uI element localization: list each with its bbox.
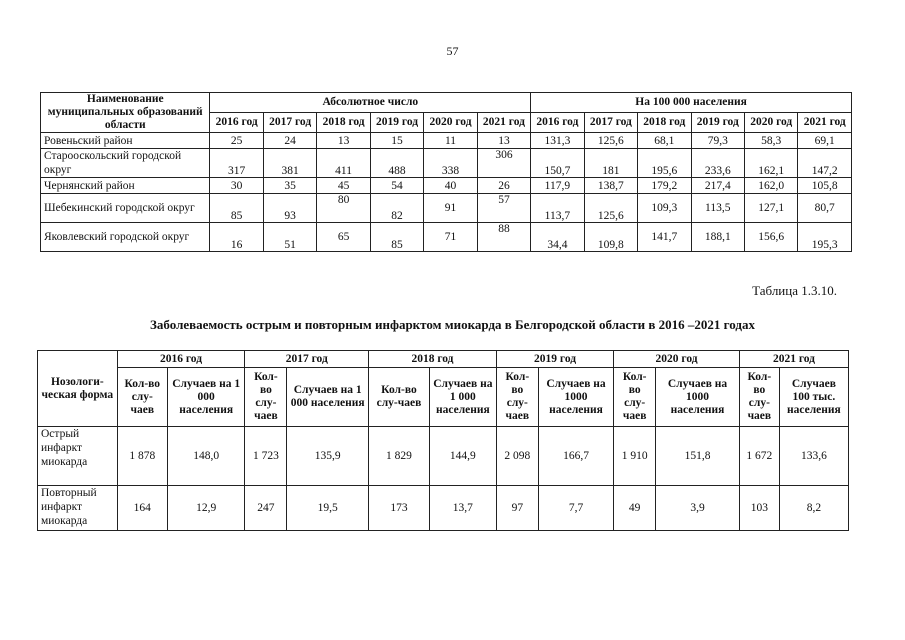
table-cell: 54 (370, 178, 423, 194)
table-cell: 2 098 (496, 427, 538, 486)
page-number: 57 (446, 44, 459, 58)
cases-rate-header: Случаев на 1000 населения (538, 368, 613, 427)
table-cell: 162,0 (744, 178, 797, 194)
cases-count-header: Кол-во слу-чаев (739, 368, 779, 427)
table-cell: 188,1 (691, 223, 744, 252)
year-header: 2016 год (210, 113, 263, 133)
table-cell: 13,7 (429, 486, 496, 531)
year-header: 2018 год (369, 351, 497, 368)
table-cell: 195,6 (638, 149, 691, 178)
cases-rate-header: Случаев 100 тыс. населения (779, 368, 848, 427)
table-cell: 411 (317, 149, 370, 178)
table-cell: 85 (210, 194, 263, 223)
table-cell: 1 829 (369, 427, 430, 486)
year-header: 2019 год (691, 113, 744, 133)
year-header: 2017 год (263, 113, 316, 133)
year-header: 2020 год (614, 351, 740, 368)
table-cell: 68,1 (638, 133, 691, 149)
table-caption: Таблица 1.3.10. (752, 283, 837, 298)
table-cell: 49 (614, 486, 656, 531)
cases-rate-header: Случаев на 1 000 населения (429, 368, 496, 427)
table-cell: 80,7 (798, 194, 852, 223)
table-cell: 24 (263, 133, 316, 149)
year-header: 2019 год (496, 351, 613, 368)
table-cell: 82 (370, 194, 423, 223)
table-cell: 13 (317, 133, 370, 149)
table-cell: 317 (210, 149, 263, 178)
table-cell: 40 (424, 178, 477, 194)
table-cell: 217,4 (691, 178, 744, 194)
table-cell: 58,3 (744, 133, 797, 149)
table-cell: 162,1 (744, 149, 797, 178)
table-cell: 25 (210, 133, 263, 149)
nosological-form-name: Острый инфаркт миокарда (38, 427, 118, 486)
year-header: 2018 год (638, 113, 691, 133)
table-cell: 19,5 (287, 486, 369, 531)
table-cell: 15 (370, 133, 423, 149)
year-header: 2020 год (424, 113, 477, 133)
cases-count-header: Кол-во слу-чаев (614, 368, 656, 427)
table-cell: 179,2 (638, 178, 691, 194)
table-cell: 150,7 (531, 149, 584, 178)
table-cell: 7,7 (538, 486, 613, 531)
cases-count-header: Кол-во слу-чаев (245, 368, 287, 427)
year-header: 2017 год (584, 113, 637, 133)
table-cell: 338 (424, 149, 477, 178)
table-cell: 57 (477, 194, 530, 223)
table-cell: 11 (424, 133, 477, 149)
year-header: 2016 год (531, 113, 584, 133)
table-row (41, 149, 852, 178)
table-cell: 1 723 (245, 427, 287, 486)
table-cell: 97 (496, 486, 538, 531)
cases-count-header: Кол-во слу-чаев (496, 368, 538, 427)
table-cell: 195,3 (798, 223, 852, 252)
year-header: 2016 год (117, 351, 245, 368)
cases-count-header: Кол-во слу-чаев (369, 368, 430, 427)
municipality-name: Чернянский район (41, 178, 210, 194)
table-cell: 16 (210, 223, 263, 252)
year-header: 2018 год (317, 113, 370, 133)
table-row (41, 223, 852, 252)
absolute-number-header: Абсолютное число (210, 93, 531, 113)
municipality-name: Шебекинский городской округ (41, 194, 210, 223)
table-cell: 247 (245, 486, 287, 531)
table-cell: 103 (739, 486, 779, 531)
table-cell: 166,7 (538, 427, 613, 486)
per-100000-header: На 100 000 населения (531, 93, 852, 113)
year-header: 2021 год (798, 113, 852, 133)
table-cell: 125,6 (584, 194, 637, 223)
nosological-form-name: Повторный инфаркт миокарда (38, 486, 118, 531)
table-cell: 1 672 (739, 427, 779, 486)
table-cell: 151,8 (656, 427, 740, 486)
year-header: 2017 год (245, 351, 369, 368)
table-cell: 91 (424, 194, 477, 223)
table-cell: 173 (369, 486, 430, 531)
table-cell: 79,3 (691, 133, 744, 149)
municipality-name: Ровеньский район (41, 133, 210, 149)
table-cell: 30 (210, 178, 263, 194)
infarction-incidence-table (37, 350, 849, 531)
table-cell: 65 (317, 223, 370, 252)
cases-count-header: Кол-во слу-чаев (117, 368, 167, 427)
nosological-form-header: Нозологи-ческая форма (38, 351, 118, 427)
table-row (41, 133, 852, 149)
table-cell: 1 910 (614, 427, 656, 486)
table-cell: 306 (477, 149, 530, 178)
municipality-name-header: Наименование муниципальных образований области (41, 93, 210, 133)
table-cell: 135,9 (287, 427, 369, 486)
table-cell: 8,2 (779, 486, 848, 531)
table-cell: 147,2 (798, 149, 852, 178)
table-cell: 141,7 (638, 223, 691, 252)
table-cell: 148,0 (167, 427, 245, 486)
table-cell: 113,7 (531, 194, 584, 223)
municipality-name: Яковлевский городской округ (41, 223, 210, 252)
municipality-name: Старооскольский городской округ (41, 149, 210, 178)
year-header: 2020 год (744, 113, 797, 133)
table-title: Заболеваемость острым и повторным инфарктом миокарда в Белгородской области в 2016 –2021 годах (150, 317, 755, 332)
table-cell: 3,9 (656, 486, 740, 531)
cases-rate-header: Случаев на 1 000 населения (167, 368, 245, 427)
year-header: 2021 год (739, 351, 848, 368)
table-cell: 69,1 (798, 133, 852, 149)
table-cell: 233,6 (691, 149, 744, 178)
table-cell: 1 878 (117, 427, 167, 486)
year-header: 2019 год (370, 113, 423, 133)
cases-rate-header: Случаев на 1 000 населения (287, 368, 369, 427)
table-cell: 381 (263, 149, 316, 178)
year-header: 2021 год (477, 113, 530, 133)
table-cell: 105,8 (798, 178, 852, 194)
table-cell: 109,8 (584, 223, 637, 252)
table-cell: 13 (477, 133, 530, 149)
table-cell: 133,6 (779, 427, 848, 486)
table-cell: 138,7 (584, 178, 637, 194)
table-cell: 85 (370, 223, 423, 252)
table-cell: 88 (477, 223, 530, 252)
table-row (41, 178, 852, 194)
district-incidence-table (40, 92, 852, 252)
table-cell: 125,6 (584, 133, 637, 149)
table-cell: 131,3 (531, 133, 584, 149)
table-cell: 80 (317, 194, 370, 223)
cases-rate-header: Случаев на 1000 населения (656, 368, 740, 427)
table-cell: 488 (370, 149, 423, 178)
table-cell: 109,3 (638, 194, 691, 223)
table-cell: 127,1 (744, 194, 797, 223)
table-cell: 164 (117, 486, 167, 531)
table-row (38, 486, 849, 531)
table-cell: 26 (477, 178, 530, 194)
table-cell: 117,9 (531, 178, 584, 194)
table-cell: 51 (263, 223, 316, 252)
table-cell: 181 (584, 149, 637, 178)
table-cell: 144,9 (429, 427, 496, 486)
table-cell: 113,5 (691, 194, 744, 223)
table-cell: 45 (317, 178, 370, 194)
table-cell: 93 (263, 194, 316, 223)
table-cell: 35 (263, 178, 316, 194)
table-row (38, 427, 849, 486)
table-cell: 34,4 (531, 223, 584, 252)
table-cell: 12,9 (167, 486, 245, 531)
table-row (41, 194, 852, 223)
table-cell: 71 (424, 223, 477, 252)
table-cell: 156,6 (744, 223, 797, 252)
